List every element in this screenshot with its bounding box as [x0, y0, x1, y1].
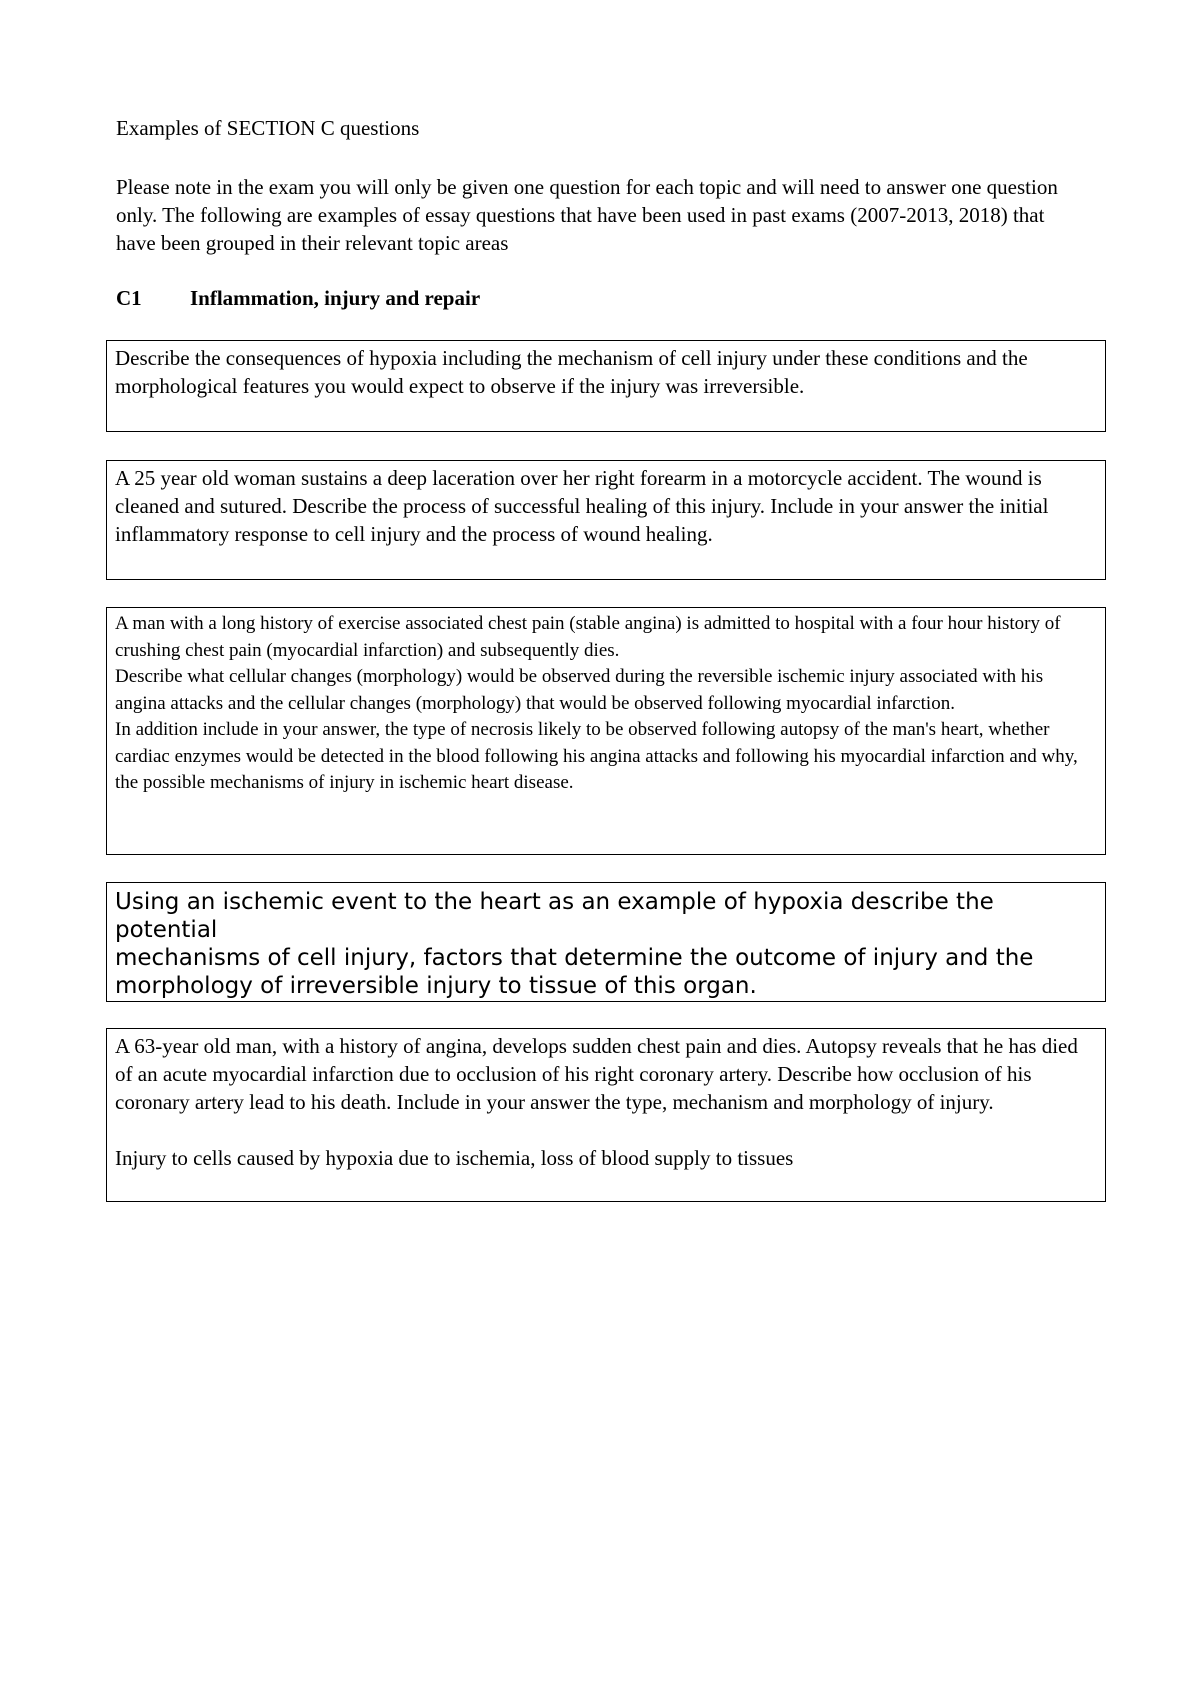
page-heading: Examples of SECTION C questions [116, 116, 420, 140]
question-4-line-1: Using an ischemic event to the heart as an example of hypoxia describe the potential [115, 889, 994, 943]
section-heading [116, 286, 480, 311]
question-1-text: Describe the consequences of hypoxia including the mechanism of cell injury under these conditions and the morphological features you would expect to observe if the injury was irreversible. [115, 346, 1028, 398]
question-3-paragraph-2: Describe what cellular changes (morphology) would be observed during the reversible ischemic injury associated with his angina attacks and the cellular changes (morphology) that would be observed following myocardial infarction. [115, 666, 1044, 714]
question-5-paragraph-1: A 63-year old man, with a history of angina, develops sudden chest pain and dies. Autopsy reveals that he has died of an acute myocardial infarction due to occlusion of his right coronary artery. Describe how occlusion of his coronary artery lead to his death. Include in your answer the type, mechanism and morphology of injury. [115, 1034, 1078, 1114]
intro-paragraph [116, 173, 1076, 257]
question-5-paragraph-2: Injury to cells caused by hypoxia due to ischemia, loss of blood supply to tissues [115, 1146, 794, 1170]
section-number: C1 [116, 286, 142, 310]
question-3-paragraph-1: A man with a long history of exercise associated chest pain (stable angina) is admitted to hospital with a four hour history of crushing chest pain (myocardial infarction) and subsequently dies. [115, 613, 1061, 661]
intro-text: Please note in the exam you will only be given one question for each topic and will need to answer one question only. The following are examples of essay questions that have been used in past exams (2007-2013, 2018) that have been grouped in their relevant topic areas [116, 175, 1058, 255]
section-title: Inflammation, injury and repair [190, 286, 481, 310]
question-box-4 [106, 882, 1106, 1002]
question-box-3 [106, 607, 1106, 855]
paragraph-gap [115, 1116, 1097, 1144]
question-3-paragraph-3: In addition include in your answer, the type of necrosis likely to be observed following autopsy of the man's heart, whether cardiac enzymes would be detected in the blood following his angina attacks and following his myocardial infarction and why, the possible mechanisms of injury in ischemic heart disease. [115, 719, 1078, 793]
question-2-text: A 25 year old woman sustains a deep laceration over her right forearm in a motorcycle accident. The wound is cleaned and sutured. Describe the process of successful healing of this injury. Include in your answer the initial inflammatory response to cell injury and the process of wound healing. [115, 466, 1049, 546]
question-4-line-2: mechanisms of cell injury, factors that determine the outcome of injury and the morphology of irreversible injury to tissue of this organ. [115, 945, 1034, 999]
question-box-2 [106, 460, 1106, 580]
question-box-5 [106, 1028, 1106, 1202]
question-box-1 [106, 340, 1106, 432]
